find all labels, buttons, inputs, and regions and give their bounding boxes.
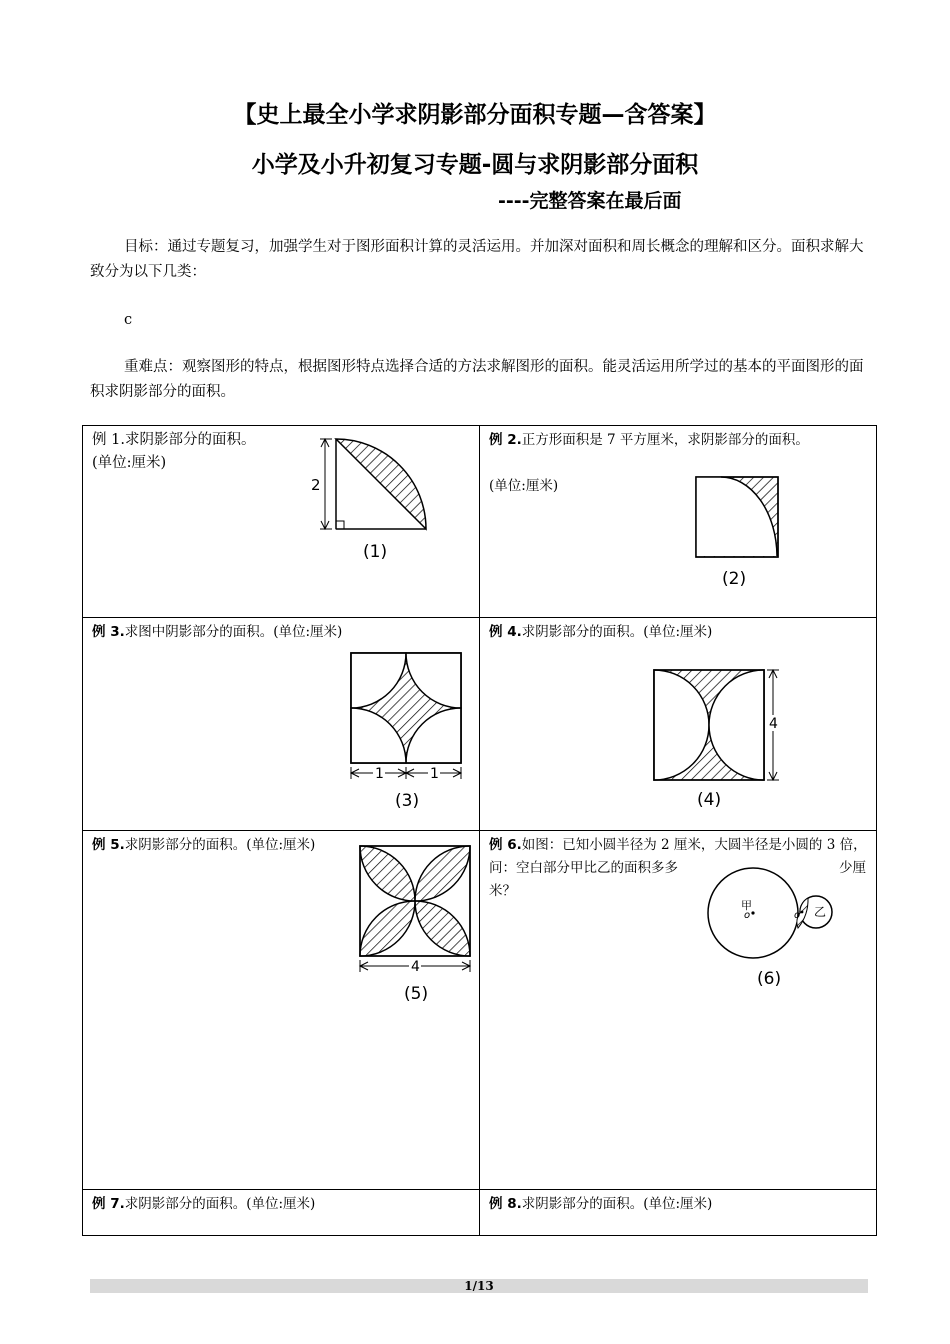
example-1-text: 求阴影部分的面积。: [124, 432, 256, 448]
example-5-label: 例 5.: [92, 837, 125, 853]
figure-6-jia: 甲: [741, 899, 752, 912]
example-8-text: 求阴影部分的面积。(单位:厘米): [521, 1196, 713, 1212]
example-8-label: 例 8.: [489, 1196, 522, 1212]
figure-3-dim-a: 1: [375, 766, 384, 782]
example-6-text-2a: 问：空白部分甲比乙的面积多多: [489, 860, 678, 876]
goal-text: 目标：通过专题复习，加强学生对于图形面积计算的灵活运用。并加深对面积和周长概念的理解和区分。面积求解大致分为以下几类：: [90, 239, 864, 280]
figure-1-caption: (1): [363, 542, 388, 562]
figure-4: [653, 669, 788, 814]
figure-5-caption: (5): [404, 984, 429, 1004]
example-1-unit: (单位:厘米): [92, 455, 167, 471]
example-2-text: 正方形面积是 7 平方厘米，求阴影部分的面积。: [521, 432, 809, 448]
page-title: 【史上最全小学求阴影部分面积专题—含答案】: [233, 102, 717, 128]
figure-3: [349, 651, 464, 811]
difficulty-text: 重难点：观察图形的特点，根据图形特点选择合适的方法求解图形的面积。能灵活运用所学过的基本的平面图形的面积求阴影部分的面积。: [90, 359, 864, 400]
example-6-label: 例 6.: [489, 837, 522, 853]
example-6-text-1: 如图：已知小圆半径为 2 厘米，大圆半径是小圆的 3 倍，: [521, 837, 867, 853]
example-2-unit: (单位:厘米): [489, 478, 559, 494]
figure-2-caption: (2): [722, 569, 747, 589]
example-6-text-3: 米？: [489, 883, 516, 899]
example-7-label: 例 7.: [92, 1196, 125, 1212]
figure-5: [358, 844, 473, 1009]
examples-table: [82, 425, 877, 1236]
answer-note: ----完整答案在最后面: [498, 190, 682, 212]
example-2-label: 例 2.: [489, 432, 522, 448]
example-4-text: 求阴影部分的面积。(单位:厘米): [521, 624, 713, 640]
example-7: [83, 1190, 479, 1236]
figure-6-caption: (6): [757, 969, 782, 989]
figure-4-caption: (4): [697, 790, 722, 810]
figure-2: [695, 476, 795, 596]
example-6-text-2b: 少厘: [839, 860, 866, 876]
figure-1-dim: 2: [311, 476, 321, 494]
page-subtitle: 小学及小升初复习专题-圆与求阴影部分面积: [251, 152, 699, 178]
figure-1: [308, 436, 438, 566]
stray-paragraph: [90, 308, 872, 333]
figure-6-o-small: o: [794, 910, 801, 921]
goal-paragraph: [90, 235, 872, 285]
figure-3-caption: (3): [395, 791, 420, 811]
example-3-text: 求图中阴影部分的面积。(单位:厘米): [124, 624, 343, 640]
example-4-label: 例 4.: [489, 624, 522, 640]
figure-6: [708, 866, 848, 996]
example-8: [480, 1190, 876, 1236]
figure-4-dim: 4: [769, 716, 778, 732]
stray-text: c: [124, 312, 133, 328]
difficulty-paragraph: [90, 355, 872, 405]
example-7-text: 求阴影部分的面积。(单位:厘米): [124, 1196, 316, 1212]
example-5-text: 求阴影部分的面积。(单位:厘米): [124, 837, 316, 853]
example-1-label: 例 1.: [92, 432, 125, 448]
example-2: [480, 426, 876, 617]
example-3-label: 例 3.: [92, 624, 125, 640]
figure-6-yi: 乙: [814, 905, 827, 919]
page-number: 1/13: [90, 1279, 868, 1293]
figure-6-o-big: o: [744, 910, 751, 921]
figure-3-dim-b: 1: [430, 766, 439, 782]
figure-5-dim: 4: [411, 959, 420, 975]
